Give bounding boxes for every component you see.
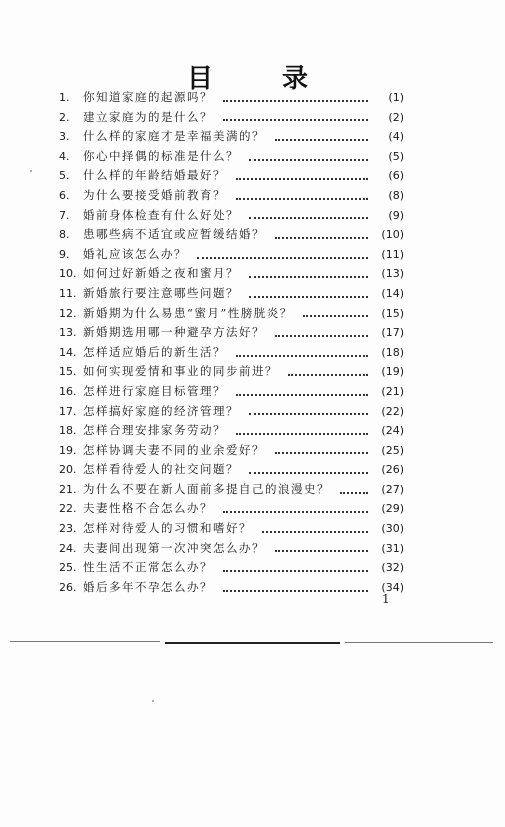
- toc-entry: [59, 264, 404, 284]
- toc-entry-page: (10): [381, 228, 404, 242]
- toc-entry-title: 什么样的年龄结婚最好？: [83, 168, 226, 183]
- toc-entry: [59, 88, 404, 108]
- toc-entry-number: 24.: [59, 541, 77, 555]
- toc-entry-page: (19): [381, 365, 404, 379]
- toc-entry-title: 新婚旅行要注意哪些问题？: [83, 285, 239, 300]
- toc-entry-title: 怎样搞好家庭的经济管理？: [83, 403, 239, 418]
- toc-entry: [59, 558, 404, 578]
- toc-entry-number: 3.: [59, 130, 70, 144]
- toc-entry-title: 怎样看待爱人的社交问题？: [83, 462, 239, 477]
- toc-entry-number: 16.: [59, 384, 77, 398]
- toc-entry-page: (13): [381, 267, 404, 281]
- toc-entry: [59, 323, 404, 343]
- toc-leader-dots: [249, 209, 368, 219]
- toc-leader-dots: [275, 542, 368, 552]
- toc-entry-title: 为什么要接受婚前教育？: [83, 187, 226, 202]
- toc-entry-number: 5.: [59, 169, 70, 183]
- toc-entry-title: 夫妻性格不合怎么办？: [83, 501, 213, 516]
- page-number: 1: [382, 592, 390, 606]
- toc-entry: [59, 245, 404, 265]
- toc-entry-page: (25): [381, 443, 404, 457]
- toc-leader-dots: [249, 268, 368, 278]
- toc-leader-dots: [236, 425, 368, 435]
- toc-entry-page: (9): [388, 208, 404, 222]
- toc-entry: [59, 499, 404, 519]
- toc-entry-page: (26): [381, 463, 404, 477]
- toc-entry-title: 如何过好新婚之夜和蜜月？: [83, 266, 239, 281]
- toc-leader-dots: [236, 347, 368, 357]
- toc-entry-title: 婚后多年不孕怎么办？: [83, 579, 213, 594]
- toc-entry-page: (6): [388, 169, 404, 183]
- toc-entry-title: 新婚期选用哪一种避孕方法好？: [83, 325, 265, 340]
- toc-entry-page: (1): [388, 91, 404, 104]
- toc-entry-page: (24): [381, 424, 404, 438]
- toc-leader-dots: [275, 131, 368, 141]
- toc-entry-title: 如何实现爱情和事业的同步前进？: [83, 364, 278, 379]
- toc-leader-dots: [275, 229, 368, 239]
- toc-entry-title: 患哪些病不适宜或应暂缓结婚？: [83, 227, 265, 242]
- toc-entry-number: 19.: [59, 443, 77, 457]
- toc-entry-title: 建立家庭为的是什么？: [83, 109, 213, 124]
- toc-leader-dots: [249, 288, 368, 298]
- toc-entry-page: (4): [388, 130, 404, 144]
- toc-entry-number: 15.: [59, 365, 77, 379]
- toc-entry-title: 什么样的家庭才是幸福美满的？: [83, 129, 265, 144]
- toc-entry-page: (22): [381, 404, 404, 418]
- toc-entry-number: 21.: [59, 482, 77, 496]
- toc-entry-page: (11): [381, 247, 404, 261]
- toc-entry: [59, 441, 404, 461]
- toc-entry-number: 6.: [59, 188, 70, 202]
- toc-entry-page: (18): [381, 345, 404, 359]
- toc-entry-number: 1.: [59, 91, 70, 104]
- toc-entry: [59, 147, 404, 167]
- toc-entry-number: 13.: [59, 326, 77, 340]
- scan-artifact-line: [345, 642, 493, 643]
- toc-entry-number: 23.: [59, 522, 77, 536]
- toc-entry-number: 2.: [59, 110, 70, 124]
- toc-leader-dots: [275, 327, 368, 337]
- toc-entry-title: 怎样适应婚后的新生活？: [83, 344, 226, 359]
- toc-entry-page: (27): [381, 482, 404, 496]
- toc-leader-dots: [249, 464, 368, 474]
- toc-entry-title: 新婚期为什么易患“蜜月”性膀胱炎？: [83, 305, 293, 320]
- toc-leader-dots: [288, 366, 368, 376]
- toc-entry-number: 20.: [59, 463, 77, 477]
- toc-entry-number: 22.: [59, 502, 77, 516]
- toc-entry-page: (30): [381, 522, 404, 536]
- toc-entry: [59, 382, 404, 402]
- toc-entry: [59, 460, 404, 480]
- page-title: 目 录: [186, 64, 339, 94]
- toc-entry-page: (5): [388, 149, 404, 163]
- toc-entry-page: (2): [388, 110, 404, 124]
- toc-entry-number: 9.: [59, 247, 70, 261]
- toc-entry: [59, 480, 404, 500]
- toc-entry: [59, 539, 404, 559]
- toc-entry: [59, 186, 404, 206]
- toc-leader-dots: [236, 170, 368, 180]
- toc-entry-title: 性生活不正常怎么办？: [83, 560, 213, 575]
- toc-entry-title: 夫妻间出现第一次冲突怎么办？: [83, 540, 265, 555]
- toc-entry: [59, 421, 404, 441]
- toc-entry-number: 18.: [59, 424, 77, 438]
- toc-entry-number: 10.: [59, 267, 77, 281]
- scan-artifact-line: [10, 641, 160, 642]
- toc-leader-dots: [249, 151, 368, 161]
- table-of-contents: [59, 88, 404, 597]
- toc-entry: [59, 343, 404, 363]
- toc-entry-number: 8.: [59, 228, 70, 242]
- toc-entry-title: 婚前身体检查有什么好处？: [83, 207, 239, 222]
- toc-entry-title: 怎样合理安排家务劳动？: [83, 423, 226, 438]
- toc-entry-number: 25.: [59, 561, 77, 575]
- toc-entry: [59, 578, 404, 598]
- toc-entry-number: 7.: [59, 208, 70, 222]
- toc-entry: [59, 284, 404, 304]
- toc-entry: [59, 127, 404, 147]
- toc-entry: [59, 402, 404, 422]
- toc-leader-dots: [340, 484, 368, 494]
- toc-entry-title: 为什么不要在新人面前多提自己的浪漫史？: [83, 481, 330, 496]
- toc-entry-page: (29): [381, 502, 404, 516]
- toc-leader-dots: [223, 562, 368, 572]
- toc-entry-number: 17.: [59, 404, 77, 418]
- toc-entry-page: (15): [381, 306, 404, 320]
- toc-entry-number: 14.: [59, 345, 77, 359]
- toc-leader-dots: [223, 503, 368, 513]
- toc-entry-number: 4.: [59, 149, 70, 163]
- toc-entry-page: (8): [388, 188, 404, 202]
- toc-leader-dots: [223, 92, 368, 102]
- toc-leader-dots: [236, 386, 368, 396]
- toc-entry-number: 26.: [59, 580, 77, 594]
- scan-artifact-dot: [30, 170, 32, 172]
- toc-entry: [59, 108, 404, 128]
- toc-leader-dots: [236, 190, 368, 200]
- toc-entry-page: (31): [381, 541, 404, 555]
- toc-leader-dots: [249, 405, 368, 415]
- toc-entry-page: (14): [381, 286, 404, 300]
- toc-entry-page: (34): [381, 580, 404, 594]
- toc-entry-title: 你知道家庭的起源吗？: [83, 90, 213, 104]
- toc-entry-page: (32): [381, 561, 404, 575]
- toc-entry-page: (17): [381, 326, 404, 340]
- toc-entry-title: 怎样进行家庭目标管理？: [83, 383, 226, 398]
- toc-entry: [59, 166, 404, 186]
- scan-artifact-line: [165, 642, 340, 644]
- toc-leader-dots: [303, 307, 368, 317]
- toc-entry: [59, 304, 404, 324]
- toc-entry-title: 婚礼应该怎么办？: [83, 246, 187, 261]
- toc-entry-number: 12.: [59, 306, 77, 320]
- toc-entry-page: (21): [381, 384, 404, 398]
- scan-artifact-dot: [152, 700, 154, 702]
- toc-leader-dots: [197, 249, 368, 259]
- toc-entry: [59, 225, 404, 245]
- toc-entry-title: 你心中择偶的标准是什么？: [83, 148, 239, 163]
- toc-entry-title: 怎样对待爱人的习惯和嗜好？: [83, 521, 252, 536]
- toc-leader-dots: [275, 444, 368, 454]
- toc-entry: [59, 519, 404, 539]
- toc-entry: [59, 206, 404, 226]
- toc-entry: [59, 362, 404, 382]
- toc-entry-title: 怎样协调夫妻不同的业余爱好？: [83, 442, 265, 457]
- toc-leader-dots: [223, 582, 368, 592]
- toc-leader-dots: [223, 111, 368, 121]
- toc-entry-number: 11.: [59, 286, 77, 300]
- toc-leader-dots: [262, 523, 368, 533]
